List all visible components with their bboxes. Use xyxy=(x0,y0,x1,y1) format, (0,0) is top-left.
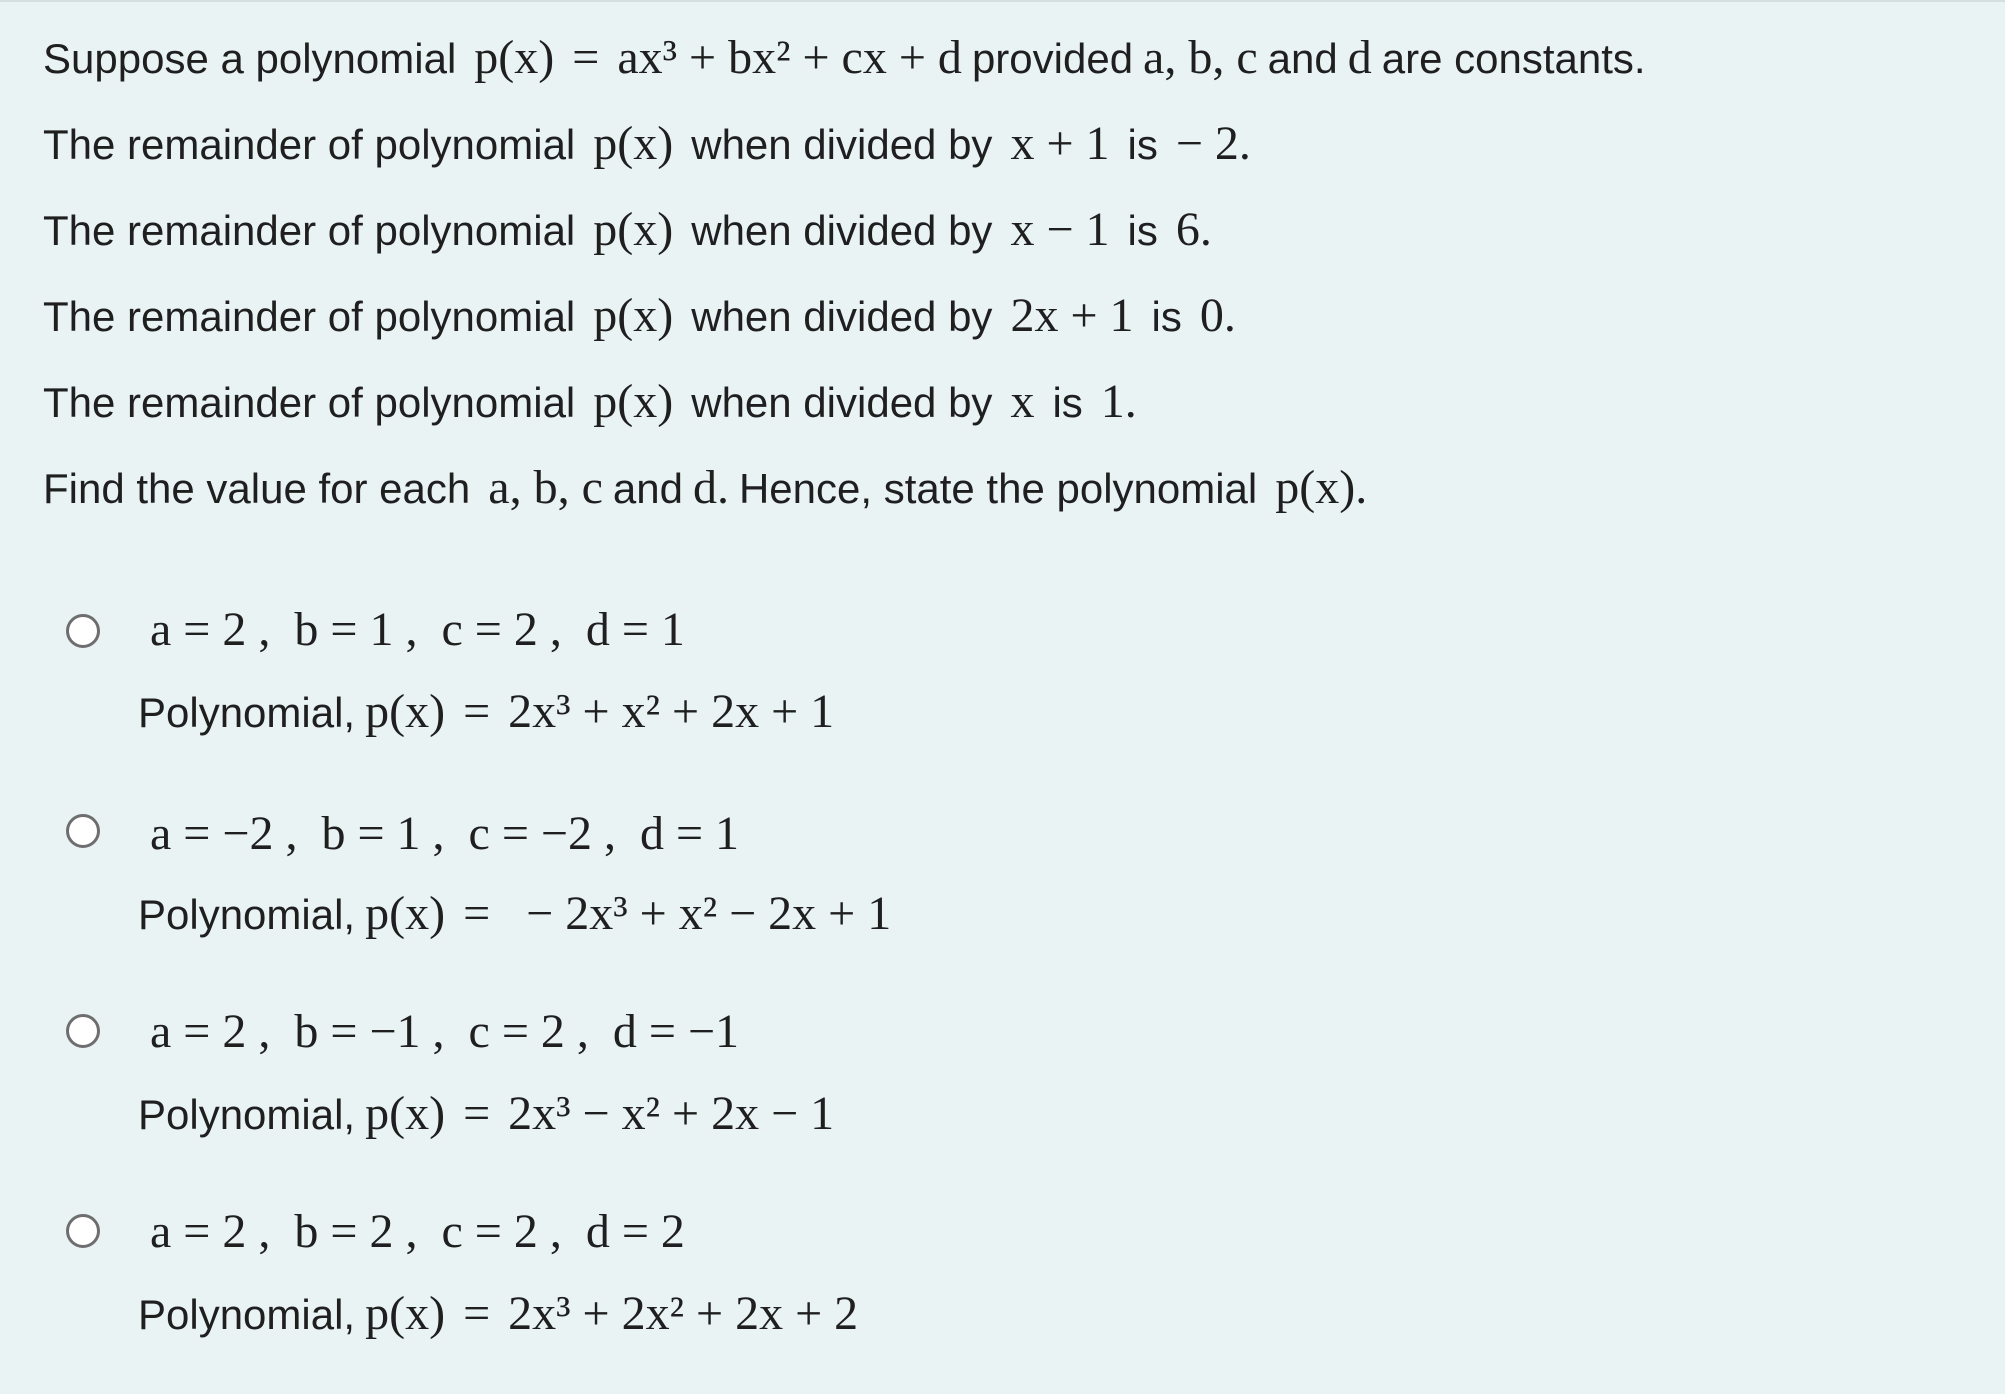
question-instruction xyxy=(43,460,1367,520)
radio-button[interactable] xyxy=(66,1014,100,1048)
option-polynomial xyxy=(138,684,834,739)
polynomial-equals: = xyxy=(463,1087,491,1140)
condition-value: 1. xyxy=(1100,375,1137,428)
intro-expression: ax³ + bx² + cx + d xyxy=(617,31,962,84)
condition-mid: when divided by xyxy=(691,293,993,340)
radio-button[interactable] xyxy=(66,814,100,848)
answer-option[interactable] xyxy=(0,802,1200,952)
option-values xyxy=(150,1004,739,1059)
instruction-vars: a, b, c xyxy=(488,461,603,514)
option-values-text: a = −2 , b = 1 , c = −2 , d = 1 xyxy=(150,807,740,860)
instruction-d: d. xyxy=(692,461,729,514)
intro-equals: = xyxy=(572,31,600,84)
instruction-px: p(x). xyxy=(1275,461,1368,514)
intro-vars: a, b, c xyxy=(1143,31,1258,84)
answer-option[interactable] xyxy=(0,1202,1200,1352)
option-values xyxy=(150,806,739,861)
condition-prefix: The remainder of polynomial xyxy=(43,207,576,254)
condition-value: 6. xyxy=(1175,203,1212,256)
condition-mid: when divided by xyxy=(691,207,993,254)
intro-px: p(x) xyxy=(474,31,555,84)
option-values xyxy=(150,1204,685,1259)
option-values-text: a = 2 , b = 2 , c = 2 , d = 2 xyxy=(150,1205,685,1258)
option-values-text: a = 2 , b = −1 , c = 2 , d = −1 xyxy=(150,1005,740,1058)
condition-divisor: 2x + 1 xyxy=(1010,289,1134,342)
answer-option[interactable] xyxy=(0,1002,1200,1152)
radio-button[interactable] xyxy=(66,1214,100,1248)
condition-mid: when divided by xyxy=(691,379,993,426)
question-intro xyxy=(43,30,1646,90)
instruction-and: and xyxy=(612,465,683,512)
option-polynomial xyxy=(138,1286,858,1341)
condition-prefix: The remainder of polynomial xyxy=(43,379,576,426)
condition-px: p(x) xyxy=(593,289,674,342)
polynomial-label: Polynomial, xyxy=(138,891,356,938)
option-polynomial xyxy=(138,1086,834,1141)
condition-is: is xyxy=(1151,293,1182,340)
polynomial-expression: 2x³ + 2x² + 2x + 2 xyxy=(508,1287,859,1340)
condition-divisor: x xyxy=(1010,375,1035,428)
polynomial-equals: = xyxy=(463,887,491,940)
polynomial-px: p(x) xyxy=(365,1287,446,1340)
polynomial-equals: = xyxy=(463,685,491,738)
option-polynomial xyxy=(138,886,891,941)
polynomial-expression: 2x³ − x² + 2x − 1 xyxy=(508,1087,835,1140)
condition-value: 0. xyxy=(1199,289,1236,342)
polynomial-label: Polynomial, xyxy=(138,1091,356,1138)
condition-row xyxy=(43,288,1236,348)
condition-px: p(x) xyxy=(593,117,674,170)
condition-row xyxy=(43,374,1137,434)
condition-row xyxy=(43,116,1251,176)
condition-value: − 2. xyxy=(1175,117,1251,170)
condition-is: is xyxy=(1127,121,1158,168)
option-values xyxy=(150,602,685,657)
intro-d: d xyxy=(1347,31,1372,84)
answer-option[interactable] xyxy=(0,602,1200,752)
condition-is: is xyxy=(1127,207,1158,254)
condition-divisor: x + 1 xyxy=(1010,117,1110,170)
polynomial-label: Polynomial, xyxy=(138,689,356,736)
condition-is: is xyxy=(1052,379,1083,426)
condition-px: p(x) xyxy=(593,375,674,428)
condition-px: p(x) xyxy=(593,203,674,256)
polynomial-label: Polynomial, xyxy=(138,1291,356,1338)
instruction-prefix: Find the value for each xyxy=(43,465,471,512)
polynomial-expression: 2x³ + x² + 2x + 1 xyxy=(508,685,835,738)
intro-prefix: Suppose a polynomial xyxy=(43,35,457,82)
condition-prefix: The remainder of polynomial xyxy=(43,121,576,168)
polynomial-px: p(x) xyxy=(365,887,446,940)
instruction-mid: Hence, state the polynomial xyxy=(738,465,1258,512)
intro-provided: provided xyxy=(971,35,1134,82)
polynomial-equals: = xyxy=(463,1287,491,1340)
condition-divisor: x − 1 xyxy=(1010,203,1110,256)
polynomial-px: p(x) xyxy=(365,685,446,738)
condition-row xyxy=(43,202,1212,262)
intro-and: and xyxy=(1267,35,1338,82)
polynomial-expression: − 2x³ + x² − 2x + 1 xyxy=(526,887,892,940)
radio-button[interactable] xyxy=(66,614,100,648)
condition-prefix: The remainder of polynomial xyxy=(43,293,576,340)
intro-suffix: are constants. xyxy=(1381,35,1646,82)
polynomial-px: p(x) xyxy=(365,1087,446,1140)
condition-mid: when divided by xyxy=(691,121,993,168)
option-values-text: a = 2 , b = 1 , c = 2 , d = 1 xyxy=(150,603,685,656)
